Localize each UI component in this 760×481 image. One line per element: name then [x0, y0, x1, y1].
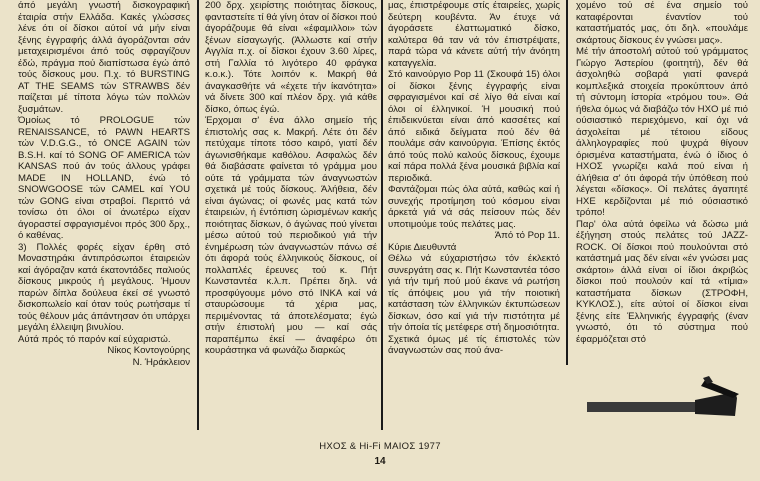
column-1	[18, 0, 190, 368]
col3-signature: Άπό τό Pop 11.	[494, 230, 560, 241]
fountain-pen-icon	[585, 372, 745, 420]
col1-paragraph-4: Αύτά πρός τό παρόν καί εύχαριστώ.	[18, 333, 171, 345]
column-divider-1	[197, 0, 199, 430]
column-3	[388, 0, 560, 357]
col3-salutation: Κύριε Διευθυντά	[388, 241, 457, 253]
col3-paragraph-5: Σχετικά όμως μέ τίς έπιστολές τών άναγνωστών σας πού άνα-	[388, 333, 560, 356]
col3-paragraph-1: μας, έπιστρέφουμε στίς έταιρείες, χωρίς δεύτερη κουβέντα. Άν έτυχε νά άγοράσετε έλαττωματικό δίσκο, καλύτερα θά ταν νά τόν έπιστρέψατε, παρά τώρα νά κάνετε αύτή τήν άνόητη καταγγελία.	[388, 0, 560, 69]
column-2	[205, 0, 377, 357]
col1-signature-place: Ν. Ήράκλειον	[132, 356, 190, 368]
col2-paragraph-2: Έρχομαι σ' ένα άλλο σημείο τής έπιστολής σας κ. Μακρή. Λέτε ότι δέν πετύχαμε τίποτε τόσο καιρό, γιατί δέν άγωνισθήκαμε καθόλου. Ασφαλώς δέν θά διαβάσατε φαίνεται τό γράμμα μου ούτε τά γράμματα τών άναγνωστών σχετικά μέ τούς δίσκους. Άλήθεια, δέν είναι άγώνας; οί φωνές μας κατά τών έταιρειών, ή έντόπιση ώρισμένων κακής ποιότητας δίσκων, ό άγώνας πού γίνεται μέσω αύτού τού περιοδικού γιά τήν ένημέρωση τών άναγνωστών πάνω σέ ότι άφορά τούς έλληνικούς δίσκους, οί πολλαπλές έρευνες τού κ. Πήτ Κωνσταντέα κ.λ.π. Πρέπει δηλ. νά προσφύγουμε μόνο στό ΙΝΚΑ καί νά σταυρώσουμε τά χέρια μας, περιμένοντας τά άποτελέσματα; έγώ στήν έπιστολή μου — καί σάς παραπέμπω έκεί — άναφέρω ότι κουράστηκα νά φωνάζω διαρκώς	[205, 115, 377, 356]
col4-paragraph-3: Παρ' όλα αύτά όφείλω νά δώσω μιά έξήγηση στούς πελάτες τού JAZZ-ROCK. Οί δίσκοι πού πουλούνται στό κατάστημά μας δέν είναι «έν γνώσει μας σκάρτοι» άλλά είναι οί ίδιοι άκριβώς δίσκοι πού πουλούν καί τά «τίμια» καταστήματα δίσκων (ΣΤΡΟΦΗ, ΚΥΚΛΟΣ.), είτε αύτοί οί δίσκοι είναι ξένης είτε Έλληνικής έγγραφής (έναν γνωστό, ότι τό σύστημα πού έφαρμόζεται στό	[576, 218, 748, 345]
column-divider-2	[381, 0, 383, 430]
col3-paragraph-3: Φαντάζομαι πώς όλα αύτά, καθώς καί ή συνεχής προτίμηση τού κόσμου είναι άρκετά γιά νά σάς πείσουν πώς δέν υποτιμούμε τούς πελάτες μας.	[388, 184, 560, 230]
col4-paragraph-1: χομένο τού σέ ένα σημείο τού καταφέρονται έναντίον τού καταστήματός μας, ότι δηλ. «πουλάμε σκάρτους δίσκους έν γνώσει μας».	[576, 0, 748, 46]
col1-paragraph-3: 3) Πολλές φορές είχαν έρθη στό Μοναστηράκι άντιπρόσωποι έταιρειών καί άγόραζαν κατά έκατοντάδες παλιούς δίσκους μικρούς ή μεγάλους. Ήμουν παρών δίπλα δούλευα έκεί σέ γνωστό δισκοπωλείο καί όταν τούς ρωτήσαμε τί τούς θέλουν μάς άπάντησαν ότι υπάρχει μεγάλη έλλειψη βινυλίου.	[18, 241, 190, 333]
magazine-footer: ΗΧΟΣ & Hi-Fi ΜΑΙΟΣ 1977	[319, 441, 441, 452]
col1-paragraph-1: άπό μεγάλη γνωστή δισκογραφική έταιρία στήν Ελλάδα. Κακές γλώσσες λένε ότι οί δίσκοι αύτοί νά μήν είναι ξένης έγγραφής άλλά άγοράζονται σάν μεταχειρισμένοι άπό τούς σφραγίζουν έδώ, πράγμα πού διαπίστωσα έγώ άπό τούς δίσκους μου. Π.χ. τό BURSTING AT THE SEAMS τών STRAWBS δέν παίζεται μέ τίποτα λόγω τών πολλών ξυσμάτων.	[18, 0, 190, 115]
col3-paragraph-2: Στό καινούργιο Pop 11 (Σκουφά 15) όλοι οί δίσκοι ξένης έγγραφής είναι σφραγισμένοι καί σέ λίγο θά είναι καί όλοι οί έλληνικοί. Ή μουσική πού έπιδεικνύεται είναι άπό κασσέτες καί άπό ειδικά δείγματα πού δέν θά πουλάμε σάν καινούργια. Έπίσης έκτός άπό τούς πολύ καλούς δίσκους, έχουμε καί πάρα πολλά ξένα μουσικά βιβλία καί περιοδικά.	[388, 69, 560, 184]
page-number: 14	[374, 456, 386, 467]
col1-paragraph-2: Όμοίως τό PROLOGUE τών RENAISSANCE, τό PAWN HEARTS τών V.D.G.G., τό ONCE AGAIN τών B.S.H. καί τό SONG OF AMERICA τών KANSAS πού άν τούς άλλους γράφει MADE IN HOLLAND, ένώ τό SNOWGOOSE τών CAMEL καί YOU τών GONG είναι στραβοί. Περιττό νά τονίσω ότι όλοι οί άνωτέρω είχαν άγοραστεί σφραγισμένοι πρός 300 δρχ., ό καθένας.	[18, 115, 190, 241]
column-4	[576, 0, 748, 345]
col4-paragraph-2: Μέ τήν άποστολή αύτού τού γράμματος Γιώργο Άστερίου (φοιτητή), δέν θά άσχοληθώ σοβαρά γιατί φανερά κομπλεξικά στοιχεία προκύπτουν άπό τή σύντομη ίστορία «τρόμου του». Θά ήθελα όμως νά διαβάζω τόν ΗΧΟ μέ πιό ούσιαστικό περιεχόμενο, καί όχι νά άσχολείται μέ τέτοιου είδους άλληλογραφίες πού ψυχρά θίγουν όρισμένα καταστήματα, ένώ ό ίδιος ό ΗΧΟΣ γνωρίζει καλά πού είναι ή άλήθεια σ' ότι άφορά τήν ύπόθεση πού λέγεται «δίσκος». Οί πελάτες άγαπητέ ΗΧΕ κερδίζονται μέ πιό ούσιαστικό τρόπο!	[576, 46, 748, 218]
col2-paragraph-1: 200 δρχ. χειρίστης ποιότητας δίσκους, φανταστείτε τί θά γίνη όταν οί δίσκοι πού άγοράζουμε θά είναι «έφαμιλλοι» τών ξένων είσαγωγής. (Άλλωστε καί στήν Αγγλία π.χ. οί δίσκοι έχουν 3.60 λίρες, στή Γαλλία τό λιγότερο 40 φράγκα κ.ο.κ.). Τότε λοιπόν κ. Μακρή θά άναγκασθήτε νά «έχετε τήν ίκανότητα» νά δίνετε 300 καί πλέον δρχ. γιά κάθε δίσκο, όπως έγώ.	[205, 0, 377, 115]
col1-signature-name: Νίκος Κοντογούρης	[107, 345, 190, 356]
column-divider-3	[566, 0, 568, 365]
col3-paragraph-4: Θέλω νά εύχαριστήσω τόν έκλεκτό συνεργάτη σας κ. Πήτ Κωνσταντέα τόσο γιά τήν τιμή πού μού έκανε νά ρωτήση τίς άπόψεις μου γιά τήν ποιοτική κατάσταση τών έλληνικών έκτυπώσεων δίσκων, όσο καί γιά τήν πιστότητα μέ τήν όποία τίς μετέφερε στή δημοσιότητα.	[388, 253, 560, 333]
